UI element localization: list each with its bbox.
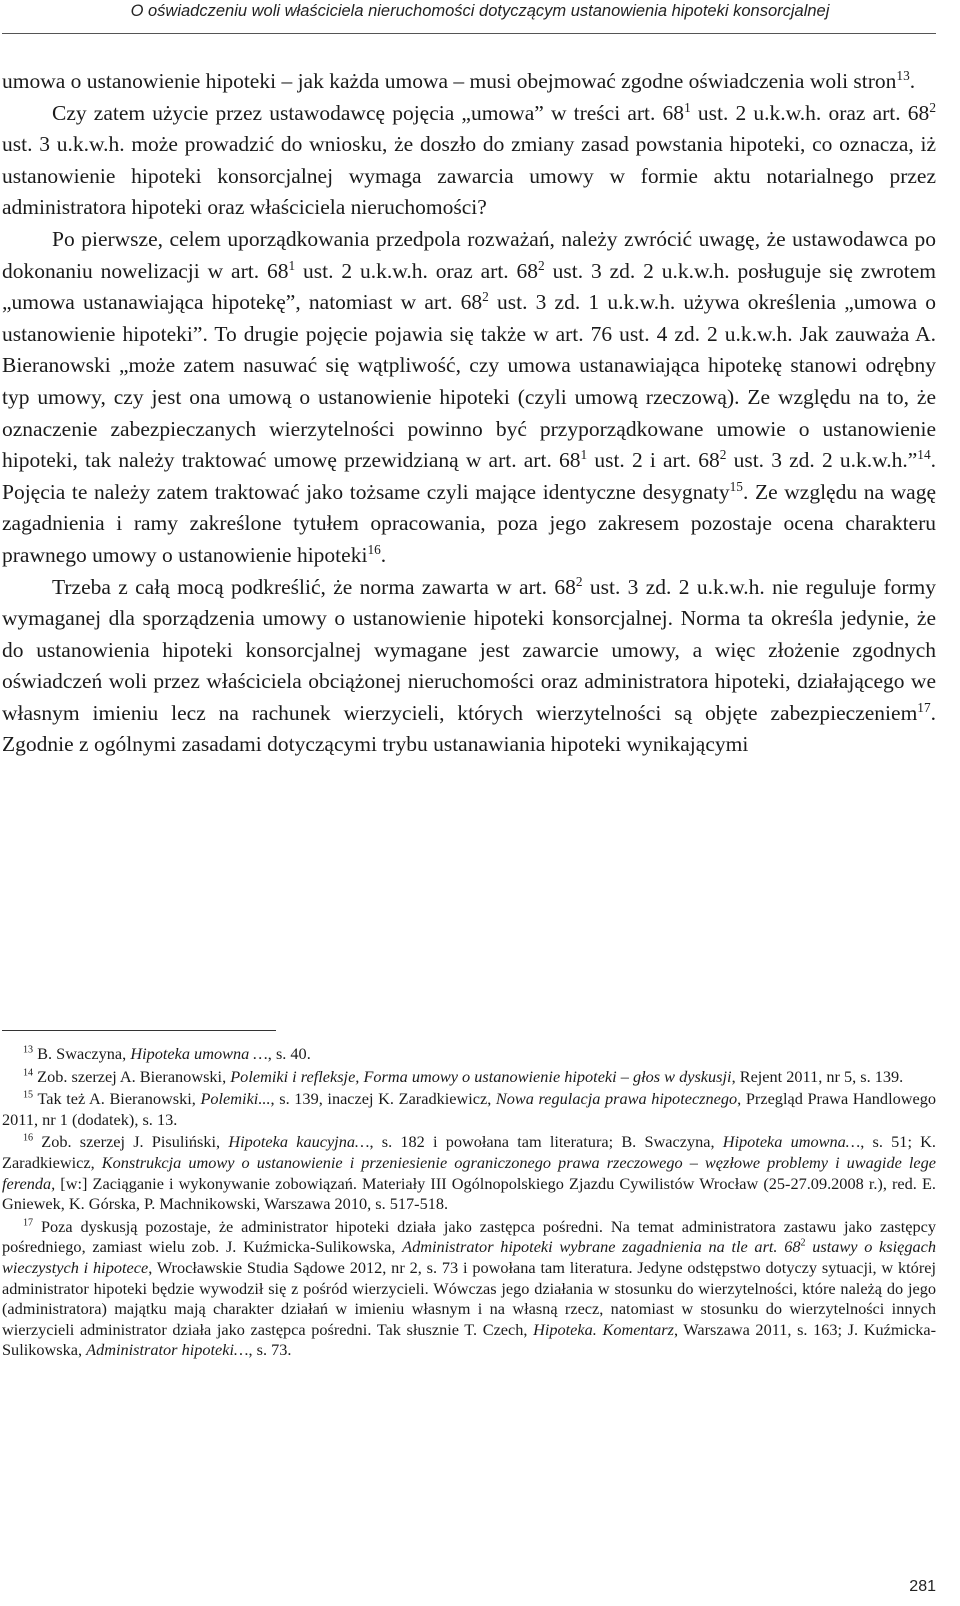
superscript: 1 [288, 257, 296, 273]
footnote-ref-13[interactable]: 13 [896, 67, 910, 83]
superscript: 1 [580, 446, 588, 462]
footnote-17: $^{17}$ Poza dyskusją pozostaje, że administrator hipoteki działa jako zastępca pośredni. Na temat administratora zastawu jako zastępcy pośredniego, zamiast wielu zob. J. Kuźmicka-Sulikowska, Administrator hipoteki wybrane zagadnienia na tle art. $68^2$ ustawy o księgach wieczystych i hipotece, Wrocławskie Studia Sądowe 2012, nr 2, s. 73 i powołana tam literatura. Jedyne odstępstwo dotyczy sytuacji, w której administrator hipoteki będzie wywodził się z pośród wierzycieli. Wówczas jego działania w stosunku do wierzytelności, które należą do jego (administratora) majątku mają charakter działań w imieniu własnym i na własną rzecz, natomiast w stosunku do wierzytelności innych wierzycieli administrator działa jako zastępca pośredni. Tak słusznie T. Czech, Hipoteka. Komentarz, Warszawa 2011, s. 163; J. Kuźmicka-Sulikowska, Administrator hipoteki…, s. 73. [2, 1216, 937, 1360]
paragraph-1: umowa o ustanowienie hipoteki – jak każda umowa – musi obejmować zgodne oświadczenia woli stron$^{13}$. [2, 67, 916, 93]
body-text [2, 66, 936, 761]
footnote-14: $^{14}$ Zob. szerzej A. Bieranowski, Polemiki i refleksje, Forma umowy o ustanowienie hipoteki – głos w dyskusji, Rejent 2011, nr 5, s. 139. [23, 1066, 904, 1086]
header-rule [2, 33, 936, 34]
footnote-ref-14[interactable]: 14 [917, 446, 931, 462]
footnote-ref-15[interactable]: 15 [729, 478, 743, 494]
footnote-ref-16[interactable]: 16 [367, 541, 381, 557]
superscript: 2 [482, 289, 489, 304]
footnote-number: 15 [23, 1089, 34, 1101]
footnote-ref-17[interactable]: 17 [917, 699, 931, 715]
footnote-number: 14 [23, 1067, 34, 1079]
superscript: 1 [684, 99, 691, 115]
paragraph-4: Trzeba z całą mocą podkreślić, że norma zawarta w art. $68^2$ ust. 3 zd. 2 u.k.w.h. nie reguluje formy wymaganej dla sporządzenia umowy o ustanowienie hipoteki konsorcjalnej. Norma ta określa jedynie, że do ustanowienia hipoteki konsorcjalnej wymagane jest zawarcie umowy, a więc złożenie zgodnych oświadczeń woli przez właściciela obciążonej nieruchomości oraz administratora hipoteki, działającego we własnym imieniu lecz na rachunek wierzycieli, których wierzytelności są objęte zabezpieczeniem$^{17}$. Zgodnie z ogólnymi zasadami dotyczącymi trybu ustanawiania hipoteki wynikającymi [2, 573, 936, 757]
footnote-rule [2, 1030, 276, 1031]
superscript: 2 [929, 99, 936, 115]
footnote-16: $^{16}$ Zob. szerzej J. Pisuliński, Hipoteka kaucyjna…, s. 182 i powołana tam literatura; B. Swaczyna, Hipoteka umowna…, s. 51; K. Zaradkiewicz, Konstrukcja umowy o ustanowienie i przeniesienie ograniczonego prawa rzeczowego – węzłowe problemy i uwagide lege ferenda, [w:] Zaciąganie i wykonywanie zobowiązań. Materiały III Ogólnopolskiego Zjazdu Cywilistów Wrocław (25-27.09.2008 r.), red. E. Gniewek, K. Górska, P. Machnikowski, Warszawa 2010, s. 517-518. [2, 1132, 937, 1214]
footnote-13: $^{13}$ B. Swaczyna, Hipoteka umowna …, s. 40. [23, 1044, 311, 1063]
footnote-number: 17 [23, 1217, 34, 1229]
footnotes [2, 1044, 936, 1363]
running-head: O oświadczeniu woli właściciela nieruchomości dotyczącym ustanowienia hipoteki konsorcjalnej [130, 2, 830, 20]
superscript: 2 [575, 573, 583, 589]
footnote-number: 13 [23, 1044, 34, 1056]
superscript: 2 [538, 257, 545, 273]
paragraph-2: Czy zatem użycie przez ustawodawcę pojęcia „umowa” w treści art. $68^1$ ust. 2 u.k.w.h. oraz art. $68^2$ ust. 3 u.k.w.h. może prowadzić do wniosku, że doszło do zmiany zasad powstania hipoteki, co oznacza, iż ustanowienie hipoteki konsorcjalnej wymaga zawarcia umowy w formie aktu notarialnego przez administratora hipoteki oraz właściciela nieruchomości? [2, 99, 936, 220]
page-number: 281 [909, 1578, 936, 1595]
footnote-15: $^{15}$ Tak też A. Bieranowski, Polemiki..., s. 139, inaczej K. Zaradkiewicz, Nowa regulacja prawa hipotecznego, Przegląd Prawa Handlowego 2011, nr 1 (dodatek), s. 13. [2, 1089, 937, 1129]
footnote-number: 16 [23, 1132, 34, 1144]
superscript: 2 [719, 446, 727, 462]
paragraph-3: Po pierwsze, celem uporządkowania przedpola rozważań, należy zwrócić uwagę, że ustawodawca po dokonaniu nowelizacji w art. $68^1$ ust. 2 u.k.w.h. oraz art. $68^2$ ust. 3 zd. 2 u.k.w.h. posługuje się zwrotem „umowa ustanawiająca hipotekę”, natomiast w art. $68^2$ ust. 3 zd. 1 u.k.w.h. używa określenia „umowa o ustanowienie hipoteki”. To drugie pojęcie pojawia się także w art. 76 ust. 4 zd. 2 u.k.w.h. Jak zauważa A. Bieranowski „może zatem nasuwać się wątpliwość, czy umowa ustanawiająca hipotekę stanowi odrębny typ umowy, czy jest ona umową o ustanowienie hipoteki (czyli umową rzeczową). Ze względu na to, że oznaczenie zabezpieczanych wierzytelności powinno być przyporządkowane umowie o ustanowienie hipoteki, tak należy traktować umowę przewidzianą w art. art. $68^1$ ust. 2 i art. $68^2$ ust. 3 zd. 2 u.k.w.h.”$^{14}$. Pojęcia te należy zatem traktować jako tożsame czyli mające identyczne desygnaty$^{15}$. Ze względu na wagę zagadnienia i ramy zakreślone tytułem opracowania, poza jego zakresem pozostaje ocena charakteru prawnego umowy o ustanowienie hipoteki$^{16}$. [2, 226, 937, 567]
